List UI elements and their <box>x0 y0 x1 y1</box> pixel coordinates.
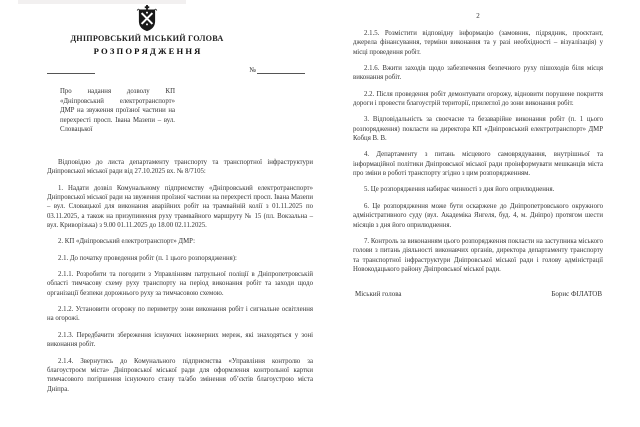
paragraph: 2.1. До початку проведення робіт (п. 1 цього розпорядження): <box>58 254 237 262</box>
paragraph: 2.1.2. Установити огорожу по периметру зони виконання робіт і сигнальне освітлення на огорожі. <box>47 306 313 323</box>
dnipro-coat-of-arms-icon <box>136 5 158 32</box>
document-page-2 <box>320 0 640 427</box>
number-field <box>249 66 305 74</box>
paragraph: Відповідно до листа департаменту транспорту та транспортної інфраструктури Дніпровської міської ради від 27.10.2025 вх. № 8/7105: <box>47 159 313 176</box>
signature-name: Борис ФІЛАТОВ <box>551 290 602 298</box>
letterhead <box>47 5 247 56</box>
page-2-body <box>353 29 603 281</box>
date-number-row <box>47 66 305 74</box>
number-blank-line <box>257 66 305 74</box>
paragraph: 2.1.6. Вжити заходів щодо забезпечення безпечного руху пішоходів біля місця виконання робіт. <box>353 65 603 82</box>
paragraph: 2.1.3. Передбачити збереження існуючих інженерних мереж, які знаходяться у зоні виконання робіт. <box>47 331 313 349</box>
organization-name: ДНІПРОВСЬКИЙ МІСЬКИЙ ГОЛОВА <box>70 34 224 43</box>
paragraph: 4. Департаменту з питань місцевого самоврядування, внутрішньої та інформаційної політики Дніпровської міської ради проінформувати мешканців міста про зміни в роботі транспорту згідно з цим розпорядженням. <box>353 151 603 178</box>
document-type-title: Р О З П О Р Я Д Ж Е Н Н Я <box>93 46 201 56</box>
signature-row <box>355 290 602 298</box>
paragraph: 3. Відповідальність за своєчасне та безаварійне виконання робіт (п. 1 цього розпорядження) покласти на директора КП «Дніпровський електротранспорт» ДМР Кобця В. В. <box>353 116 603 143</box>
page-number: 2 <box>476 12 480 20</box>
date-blank-line <box>47 66 95 74</box>
paragraph: 6. Це розпорядження може бути оскаржене до Дніпропетровського окружного адміністративного суду (вул. Академіка Янгеля, буд. 4, м. Дніпро) протягом шести місяців з дня його оприлюднення. <box>353 202 603 229</box>
paragraph: 2.1.5. Розмістити відповідну інформацію (замовник, підрядник, проєктант, джерела фінансування, терміни виконання та у разі необхідності – візуалізація) у місці проведення робіт. <box>353 30 603 56</box>
paragraph: 5. Це розпорядження набирає чинності з дня його оприлюднення. <box>364 186 555 194</box>
number-label: № <box>249 66 256 74</box>
subject-block: Про надання дозволу КП «Дніпровський електротранспорт» ДМР на звуження проїзної частини на перехресті просп. Івана Мазепи – вул. Словацької <box>60 88 175 134</box>
paragraph: 2.1.1. Розробити та погодити з Управлінням патрульної поліції в Дніпропетровській області тимчасову схему руху транспорту на період виконання робіт та заходи щодо організації безпеки дорожнього руху за тимчасовою схемою. <box>47 271 313 297</box>
paragraph: 2. КП «Дніпровський електротранспорт» ДМР: <box>58 238 196 246</box>
paragraph: 7. Контроль за виконанням цього розпорядження покласти на заступника міського голови з питань діяльності виконавчих органів, директора департаменту транспорту та транспортної інфраструктури Дніпровської міської ради і голову адміністрації Новокодацького району Дніпровської міської ради. <box>353 237 603 273</box>
paragraph: 2.1.4. Звернутись до Комунального підприємства «Управління контролю за благоустроєм міста» Дніпровської міської ради для оформлення контрольної картки тимчасового погіршення існуючого стану та/або змінення об’єктів благоустрою міста Дніпра. <box>47 357 313 393</box>
page-1-body <box>47 158 313 401</box>
paragraph: 2.2. Після проведення робіт демонтувати огорожу, відновити порушене покриття дороги і провести благоустрій території, прилеглої до зони виконання робіт. <box>353 90 603 108</box>
paragraph: 1. Надати дозвіл Комунальному підприємству «Дніпровський електротранспорт» Дніпровської міської ради на звуження проїзної частини на перехресті просп. Івана Мазепи – вул. Словацької для виконання аварійних робіт на трамвайній колії з 01.11.2025 по 03.11.2025, а також на призупинення руху трамвайного маршруту № 15 (пл. Вокзальна – вул. Криворізька) з 9.00 01.11.2025 до 18.00 02.11.2025. <box>47 184 313 230</box>
signature-title: Міський голова <box>355 290 402 298</box>
